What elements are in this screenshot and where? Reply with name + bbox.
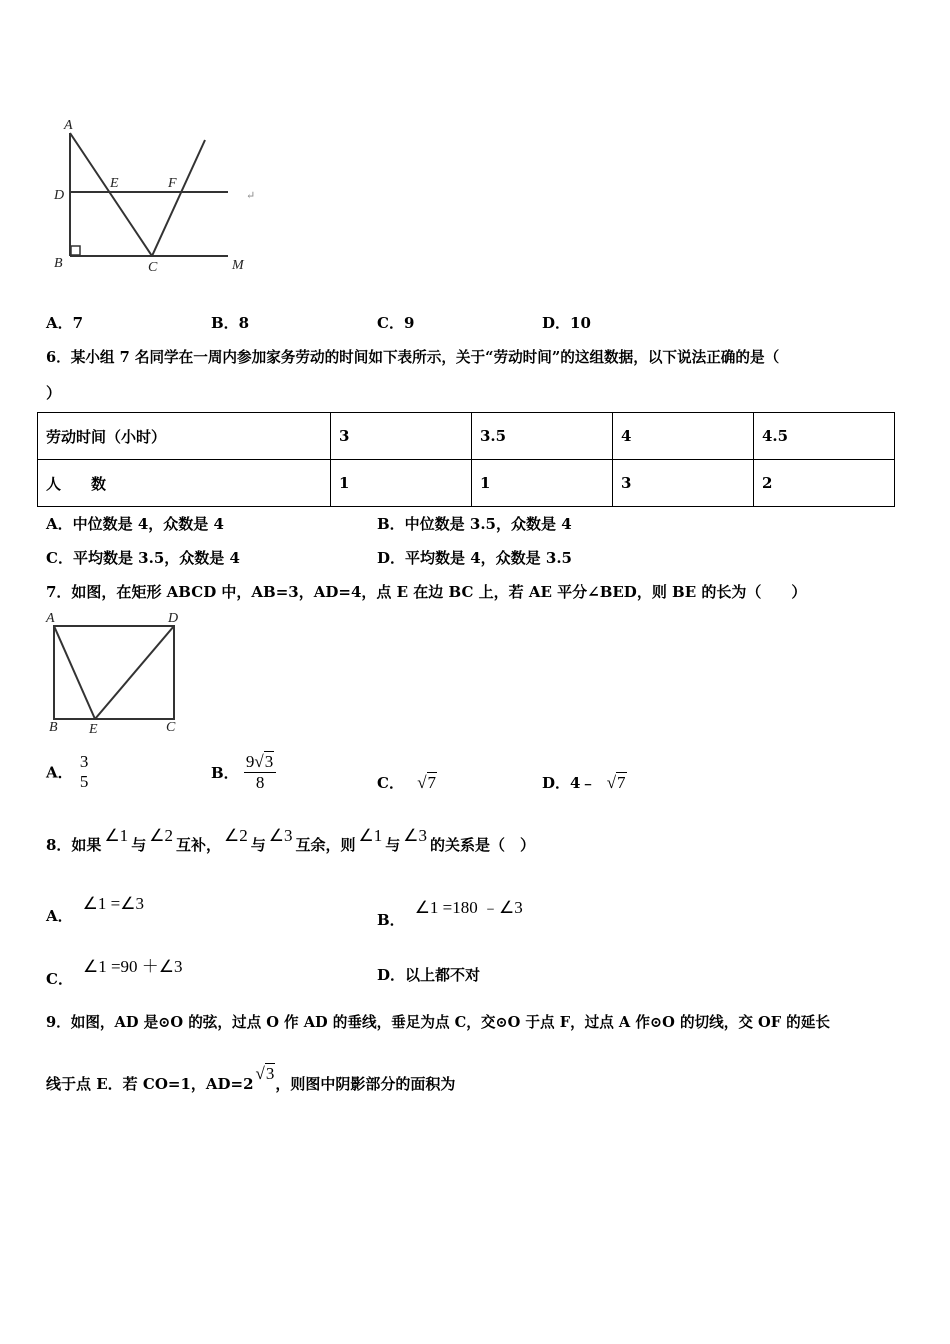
table-row (38, 460, 895, 507)
table-cell: 2 (754, 460, 895, 507)
option-label: C． (46, 970, 73, 988)
fraction-9sqrt3-8 (244, 752, 276, 793)
q5-option-a: A．7 (46, 314, 84, 332)
table-cell: 劳动时间（小时） (38, 413, 331, 460)
stem-text: 互补， (175, 836, 221, 854)
line-AC (70, 133, 152, 256)
coefficient: 9 (245, 752, 255, 771)
q8-option-d: D．以上都不对 (377, 966, 481, 984)
q5-figure (48, 115, 263, 280)
numerator (244, 752, 276, 773)
table-cell: 4 (613, 413, 754, 460)
stem-text: 与 (250, 836, 266, 854)
label-B: B (49, 720, 58, 735)
sqrt-7: √7 (417, 773, 437, 792)
label-M: M (232, 258, 244, 273)
stem-text: ，则图中阴影部分的面积为 (275, 1075, 456, 1093)
q7-figure (44, 608, 189, 736)
denominator: 8 (255, 773, 265, 792)
q8-stem (46, 826, 536, 855)
table-cell: 4.5 (754, 413, 895, 460)
return-mark: ↵ (246, 189, 256, 202)
stem-text: 与 (131, 836, 147, 854)
angle-2: ∠2 (223, 826, 248, 845)
option-label: D．4﹣ (542, 774, 596, 792)
q5-option-d: D．10 (542, 314, 591, 332)
q7-stem: 7．如图，在矩形 ABCD 中，AB=3，AD=4，点 E 在边 BC 上，若 AE 平分∠BED，则 BE 的长为（ ） (46, 583, 807, 601)
q8-option-a (46, 893, 144, 925)
label-C: C (148, 260, 158, 275)
table-cell: 1 (331, 460, 472, 507)
q8-option-c (46, 952, 183, 988)
table-row (38, 413, 895, 460)
option-label: B． (211, 764, 239, 782)
label-F: F (168, 176, 177, 191)
radicand: 7 (617, 773, 626, 792)
radicand: 3 (264, 752, 274, 771)
q7-option-b (211, 752, 276, 793)
q7-option-c (377, 772, 437, 793)
rectangle-ABCD (54, 626, 174, 719)
option-math: ∠1 =90 ＋∠3 (82, 957, 183, 976)
sqrt-3: √3 (255, 1064, 275, 1083)
table-cell: 3.5 (472, 413, 613, 460)
angle-2: ∠2 (149, 826, 173, 845)
q8-option-b (377, 893, 523, 929)
q6-option-b: B．中位数是 3.5，众数是 4 (377, 515, 572, 533)
stem-text: 互余，则 (295, 836, 356, 854)
label-D: D (54, 188, 65, 203)
stem-text: 与 (385, 836, 401, 854)
label-E: E (89, 722, 98, 736)
option-label: B． (377, 911, 405, 929)
right-angle-mark (71, 246, 80, 255)
q6-stem-line1: 6．某小组 7 名同学在一周内参加家务劳动的时间如下表所示，关于“劳动时间”的这组数据，以下说法正确的是（ (46, 349, 780, 366)
label-B: B (54, 256, 63, 271)
q6-option-c: C．平均数是 3.5，众数是 4 (46, 549, 240, 567)
q9-stem-line1: 9．如图，AD 是⊙O 的弦，过点 O 作 AD 的垂线，垂足为点 C，交⊙O 于点 F，过点 A 作⊙O 的切线，交 OF 的延长 (46, 1014, 830, 1031)
label-A: A (46, 611, 55, 626)
option-math: ∠1 =∠3 (82, 894, 144, 913)
q6-option-a: A．中位数是 4，众数是 4 (46, 515, 224, 533)
angle-1: ∠1 (358, 826, 383, 845)
angle-3: ∠3 (403, 826, 428, 845)
label-A: A (64, 118, 73, 133)
table-cell: 1 (472, 460, 613, 507)
angle-1: ∠1 (104, 826, 129, 845)
stem-text: 线于点 E．若 CO=1，AD=2 (46, 1075, 254, 1093)
line-CF (152, 140, 205, 256)
option-math: ∠1 =180 ﹣∠3 (414, 898, 523, 917)
radicand: 3 (265, 1064, 275, 1083)
label-C: C (166, 720, 176, 735)
fraction-3-5 (78, 752, 91, 792)
line-AE (54, 626, 95, 719)
q9-stem-line2 (46, 1063, 456, 1093)
sqrt-symbol: √3 (254, 752, 274, 771)
label-E: E (110, 176, 119, 191)
q7-option-a (46, 752, 90, 792)
option-label: C． (377, 774, 404, 792)
q5-option-b: B．8 (211, 314, 250, 332)
sqrt-7: √7 (606, 773, 626, 792)
q6-table (37, 412, 895, 507)
q7-option-d (542, 772, 627, 793)
stem-text: 的关系是（ ） (430, 836, 536, 854)
radicand: 7 (427, 773, 437, 792)
angle-3: ∠3 (268, 826, 293, 845)
line-ED (95, 626, 174, 719)
table-cell: 3 (613, 460, 754, 507)
q5-option-c: C．9 (377, 314, 415, 332)
q6-stem-line2: ） (46, 384, 62, 402)
numerator: 3 (79, 752, 89, 771)
label-D: D (168, 611, 179, 626)
stem-text: 8．如果 (46, 836, 102, 854)
option-label: A． (46, 763, 73, 782)
q6-option-d: D．平均数是 4，众数是 3.5 (377, 549, 572, 567)
table-cell: 3 (331, 413, 472, 460)
table-cell: 人 数 (38, 460, 331, 507)
option-label: A． (46, 907, 73, 925)
denominator: 5 (79, 772, 89, 791)
